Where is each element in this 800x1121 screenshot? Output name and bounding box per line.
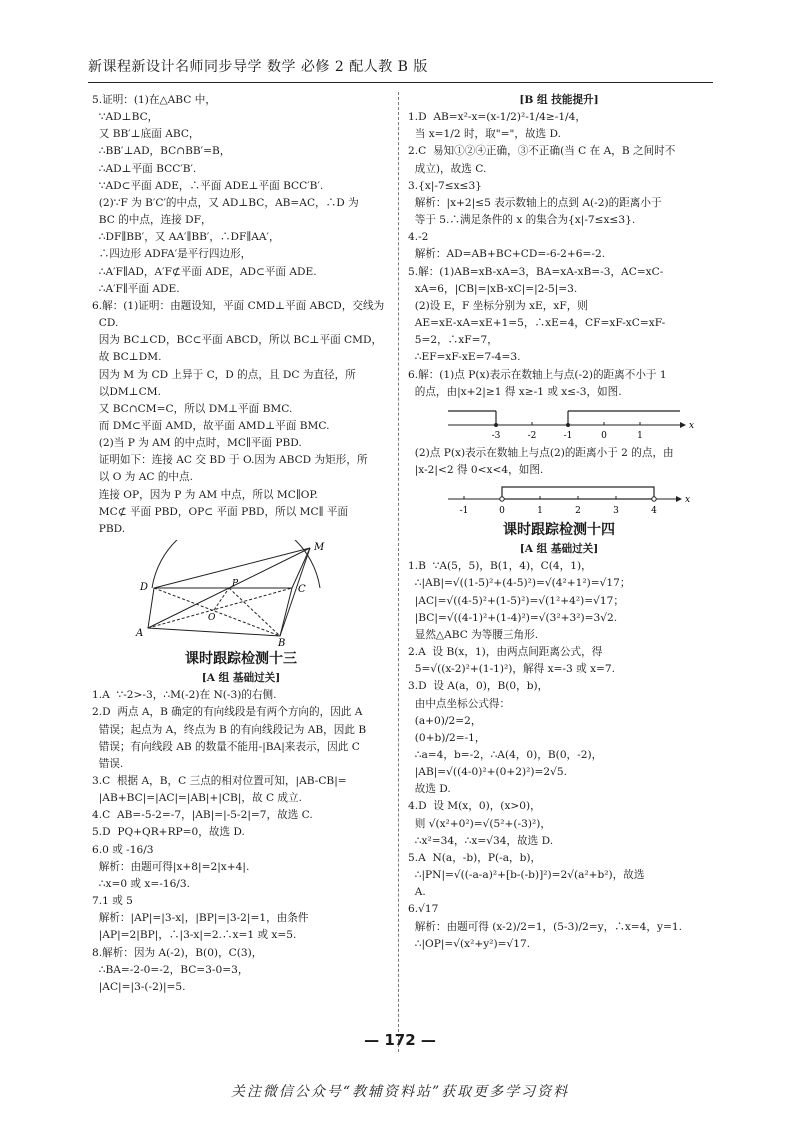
text-line: ∴DF∥BB′，又 AA′∥BB′，∴DF∥AA′， [92, 231, 280, 244]
text-line: 而 DM⊂平面 AMD，故平面 AMD⊥平面 BMC. [92, 419, 330, 432]
group-a-heading: [A 组 基础过关] [201, 672, 281, 685]
text-line: |AP|=2|BP|，∴|3-x|=2.∴x=1 或 x=5. [92, 929, 297, 942]
tick-label: 0 [601, 430, 607, 441]
text-line: |BC|=√((4-1)²+(1-4)²)=√(3²+3²)=3√2. [408, 611, 618, 624]
text-line: ∴A′F∥AD，A′F⊄平面 ADE，AD⊂平面 ADE. [92, 265, 317, 278]
text-line: (2)当 P 为 AM 的中点时，MC∥平面 PBD. [92, 437, 302, 450]
text-line: 的点，由|x+2|≥1 得 x≥-1 或 x≤-3，如图. [408, 385, 622, 398]
geometry-figure [92, 540, 390, 646]
text-line: |AB+BC|=|AC|=|AB|+|CB|，故 C 成立. [92, 792, 302, 805]
tick-label: 4 [651, 506, 657, 517]
text-line: ∴BA=-2-0=-2，BC=3-0=3， [92, 963, 249, 976]
text-line: 1.D AB=x²-x=(x-1/2)²-1/4≥-1/4， [408, 111, 586, 124]
text-line: ∴A′F∥平面 ADE. [92, 282, 180, 295]
text-line: 3.D 设 A(a，0)，B(0，b)， [408, 680, 549, 693]
label-b: B [278, 638, 286, 647]
tick-label: -3 [491, 430, 501, 441]
text-line: |x-2|<2 得 0<x<4，如图. [408, 463, 544, 476]
text-line: 1.B ∵A(5，5)，B(1，4)，C(4，1)， [408, 560, 592, 573]
text-line: 6.解：(1)证明：由题设知，平面 CMD⊥平面 ABCD，交线为 [92, 299, 385, 312]
text-line: 连接 OP，因为 P 为 AM 中点，所以 MC∥OP. [92, 488, 318, 501]
number-line-2 [408, 481, 708, 517]
text-line: 6.0 或 -16/3 [92, 843, 154, 856]
text-line: (0+b)/2=-1， [408, 731, 486, 744]
label-o: O [208, 613, 216, 624]
column-divider [398, 92, 399, 1052]
page-number: — 172 — [364, 1031, 436, 1049]
text-line: 成立)，故选 C. [408, 162, 487, 175]
text-line: 等于 5.∴满足条件的 x 的集合为{x|-7≤x≤3}. [408, 214, 636, 227]
text-line: ∴|AB|=√((1-5)²+(4-5)²)=√(4²+1²)=√17； [408, 577, 631, 590]
text-line: ∴|PN|=√((-a-a)²+[b-(-b)]²)=2√(a²+b²)，故选 [408, 869, 645, 882]
text-line: 解析：|AP|=|3-x|，|BP|=|3-2|=1，由条件 [92, 912, 309, 925]
text-line: ∴|OP|=√(x²+y²)=√17. [408, 937, 531, 950]
text-line: 当 x=1/2 时，取"="，故选 D. [408, 128, 561, 141]
text-line: 5.证明：(1)在△ABC 中， [92, 94, 216, 106]
text-line: 故 BC⊥DM. [92, 351, 162, 364]
label-d: D [140, 582, 149, 594]
tick-label: 1 [537, 506, 543, 517]
text-line: xA=6，|CB|=|xB-xC|=|2-5|=3. [408, 282, 578, 295]
text-line: CD. [92, 317, 119, 330]
text-line: 6.√17 [408, 903, 439, 916]
right-answers-b [408, 558, 710, 953]
text-line: ∴x=0 或 x=-16/3. [92, 877, 190, 890]
text-line: MC⊄ 平面 PBD，OP⊂ 平面 PBD，所以 MC∥ 平面 [92, 505, 349, 518]
tick-label: 2 [575, 506, 581, 517]
text-line: BC 的中点，连接 DF， [92, 214, 212, 227]
text-line: 解析：|x+2|≤5 表示数轴上的点到 A(-2)的距离小于 [408, 196, 662, 209]
tick-label: -1 [459, 506, 469, 517]
label-c: C [298, 584, 306, 596]
text-line: 显然△ABC 为等腰三角形. [408, 628, 539, 641]
text-line: (2)点 P(x)表示在数轴上与点(2)的距离小于 2 的点，由 [408, 446, 674, 459]
text-line: 3.C 根据 A，B，C 三点的相对位置可知，|AB-CB|= [92, 775, 347, 787]
tick-label: 1 [637, 430, 643, 441]
text-line: 解析：AD=AB+BC+CD=-6-2+6=-2. [408, 248, 606, 261]
text-line: 故选 D. [408, 783, 451, 796]
tick-label: -2 [527, 430, 537, 441]
text-line: 因为 BC⊥CD，BC⊂平面 ABCD，所以 BC⊥平面 CMD， [92, 334, 383, 347]
text-line: 以 O 为 AC 的中点. [92, 471, 193, 484]
section-title-14: 课时跟踪检测十四 [503, 522, 615, 539]
text-line: 5.D PQ+QR+RP=0，故选 D. [92, 826, 245, 839]
text-line: 2.D 两点 A，B 确定的有向线段是有两个方向的，因此 A [92, 706, 363, 719]
label-p: P [232, 579, 239, 590]
text-line: ∵AD⊂平面 ADE，∴平面 ADE⊥平面 BCC′B′. [92, 179, 324, 192]
axis-label: x [689, 420, 695, 431]
left-answers-b [92, 687, 390, 996]
text-line: 由中点坐标公式得： [408, 697, 511, 710]
text-line: 以DM⊥CM. [92, 385, 161, 398]
text-line: 因为 M 为 CD 上异于 C，D 的点，且 DC 为直径，所 [92, 368, 356, 381]
text-line: 7.1 或 5 [92, 895, 133, 908]
text-line: 解析：由题可得 (x-2)/2=1，(5-3)/2=y，∴x=4，y=1. [408, 920, 682, 933]
text-line: ∵AD⊥BC， [92, 111, 159, 124]
text-line: 5=2，∴xF=7， [408, 334, 498, 347]
left-answers-a [92, 92, 390, 538]
left-column [92, 92, 390, 996]
tick-label: 3 [613, 506, 619, 517]
text-line: |AC|=|3-(-2)|=5. [92, 980, 186, 993]
text-line: AE=xE-xA=xE+1=5，∴xE=4，CF=xF-xC=xF- [408, 317, 666, 330]
text-line: (a+0)/2=2， [408, 714, 482, 727]
text-line: 6.解：(1)点 P(x)表示在数轴上与点(-2)的距离不小于 1 [408, 368, 667, 381]
text-line: 8.解析：因为 A(-2)，B(0)，C(3)， [92, 946, 263, 959]
text-line: (2)设 E，F 坐标分别为 xE，xF，则 [408, 299, 588, 312]
group-a-heading: [A 组 基础过关] [519, 543, 599, 556]
text-line: PBD. [92, 522, 126, 535]
text-line: ∴x²=34，∴x=√34，故选 D. [408, 834, 554, 847]
text-line: 4.-2 [408, 231, 429, 244]
header-rule [88, 82, 713, 83]
text-line: ∴a=4，b=-2，∴A(4，0)，B(0，-2)， [408, 749, 603, 761]
text-line: 证明如下：连接 AC 交 BD 于 O.因为 ABCD 为矩形，所 [92, 454, 368, 467]
text-line: 5.A N(a，-b)，P(-a，b)， [408, 851, 542, 864]
tick-label: -1 [563, 430, 573, 441]
text-line: 5=√((x-2)²+(1-1)²)，解得 x=-3 或 x=7. [408, 663, 616, 676]
text-line: A. [408, 886, 426, 899]
text-line: 3.{x|-7≤x≤3} [408, 179, 482, 192]
footer-note: 关注微信公众号“教辅资料站”获取更多学习资料 [230, 1084, 570, 1100]
right-column [408, 92, 710, 953]
tick-label: 0 [499, 506, 505, 517]
text-line: ∴BB′⊥AD，BC∩BB′=B， [92, 145, 231, 158]
text-line: 4.C AB=-5-2=-7，|AB|=|-5-2|=7，故选 C. [92, 809, 313, 822]
text-line: 又 BB′⊥底面 ABC， [92, 128, 200, 141]
page-header: 新课程新设计名师同步导学 数学 必修 2 配人教 B 版 [88, 59, 428, 75]
text-line: 1.A ∵-2>-3，∴M(-2)在 N(-3)的右侧. [92, 689, 277, 702]
number-line-1 [408, 403, 708, 443]
text-line: 错误. [92, 757, 124, 770]
text-line: |AB|=√((4-0)²+(0+2)²)=2√5. [408, 766, 567, 779]
text-line: 解析：由题可得|x+8|=2|x+4|. [92, 860, 250, 873]
section-title-13: 课时跟踪检测十三 [185, 651, 297, 668]
text-line: (2)∵F 为 B′C′的中点，又 AD⊥BC，AB=AC，∴D 为 [92, 196, 359, 209]
axis-label: x [685, 495, 691, 506]
text-line: ∴四边形 ADFA′是平行四边形， [92, 248, 252, 261]
text-line: 5.解：(1)AB=xB-xA=3，BA=xA-xB=-3，AC=xC- [408, 265, 664, 278]
text-line: 又 BC∩CM=C，所以 DM⊥平面 BMC. [92, 402, 293, 415]
label-a: A [136, 628, 144, 640]
text-line: 4.D 设 M(x，0)，(x>0)， [408, 800, 541, 813]
label-m: M [314, 542, 325, 554]
text-line: ∴EF=xF-xE=7-4=3. [408, 351, 521, 364]
text-line: 2.C 易知①②④正确，③不正确(当 C 在 A，B 之间时不 [408, 145, 676, 158]
text-line: ∴AD⊥平面 BCC′B′. [92, 162, 197, 175]
group-b-heading: [B 组 技能提升] [519, 94, 599, 106]
text-line: |AC|=√((4-5)²+(1-5)²)=√(1²+4²)=√17； [408, 594, 624, 607]
text-line: 错误；起点为 A，终点为 B 的有向线段记为 AB，因此 B [92, 723, 367, 736]
text-line: 2.A 设 B(x，1)，由两点间距离公式，得 [408, 646, 603, 659]
right-answers-a [408, 109, 710, 401]
text-line: 错误；有向线段 AB 的数量不能用-|BA|来表示，因此 C [92, 740, 360, 753]
text-line: 则 √(x²+0²)=√(5²+(-3)²)， [408, 817, 551, 830]
